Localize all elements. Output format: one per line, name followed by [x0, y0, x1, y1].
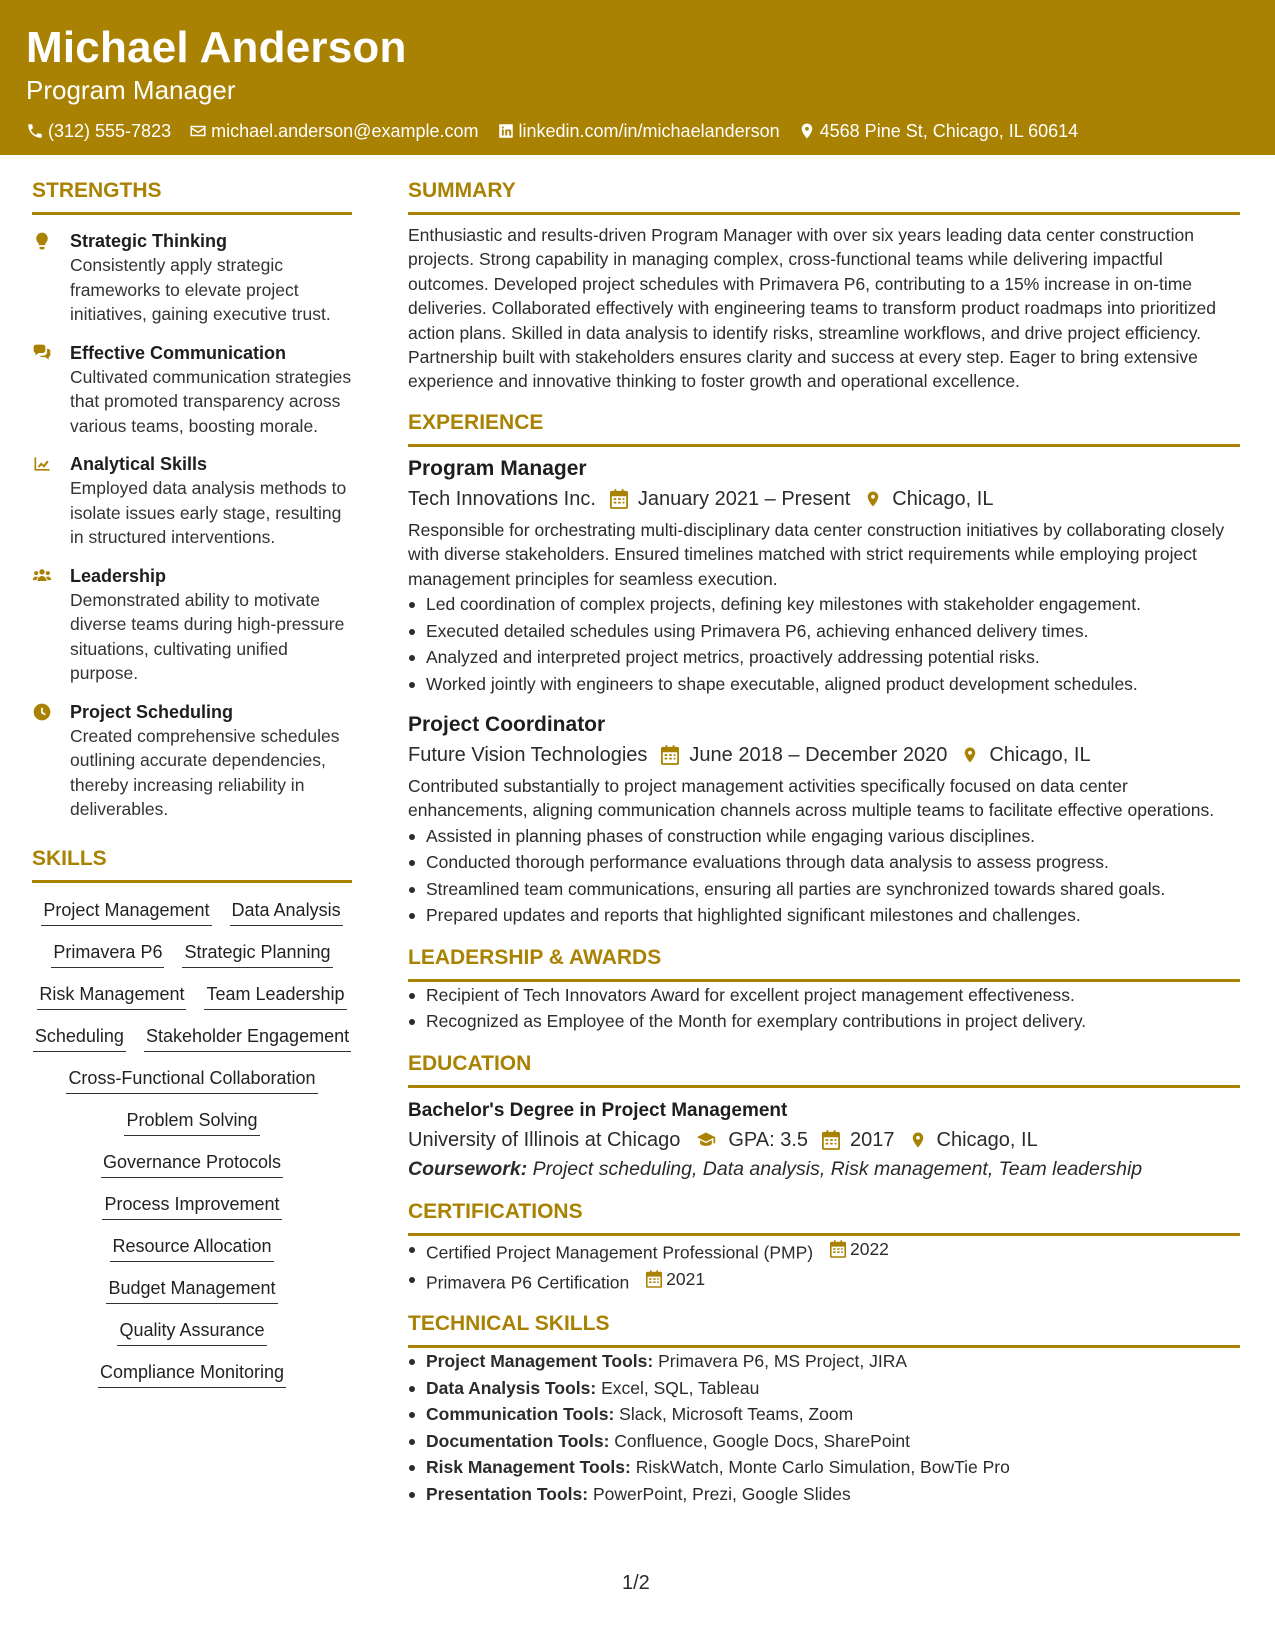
awards-heading: LEADERSHIP & AWARDS	[408, 945, 1240, 982]
technical-skill-label: Data Analysis Tools:	[426, 1377, 597, 1398]
coursework-text: Project scheduling, Data analysis, Risk management, Team leadership	[532, 1157, 1143, 1180]
technical-skill-label: Presentation Tools:	[426, 1483, 589, 1504]
technical-skill-value: Confluence, Google Docs, SharePoint	[614, 1430, 911, 1451]
technical-skill-value: Excel, SQL, Tableau	[601, 1377, 760, 1398]
map-pin-icon	[798, 122, 816, 140]
strength-title: Project Scheduling	[70, 701, 234, 722]
strength-item	[32, 229, 352, 327]
left-column	[32, 178, 352, 1388]
technical-skill-item	[408, 1348, 1240, 1375]
contact-phone[interactable]	[26, 120, 171, 142]
skill-tag: Budget Management	[106, 1275, 277, 1304]
strength-desc: Demonstrated ability to motivate diverse teams during high-pressure situations, cultivating unified purpose.	[70, 589, 345, 683]
job-title: Project Coordinator	[408, 713, 606, 737]
contact-row	[26, 120, 1249, 142]
certification-year: 2022	[849, 1238, 889, 1259]
job-bullet: Analyzed and interpreted project metrics, proactively addressing potential risks.	[408, 644, 1240, 671]
job-meta	[408, 484, 1240, 514]
strength-title: Effective Communication	[70, 342, 287, 363]
technical-skill-value: Slack, Microsoft Teams, Zoom	[619, 1404, 854, 1425]
job-description: Contributed substantially to project management activities specifically focused on data center enhancements, aligning communication channels across multiple teams to facilitate effective operations.	[408, 776, 1215, 821]
strength-title: Analytical Skills	[70, 454, 208, 474]
awards-list	[408, 982, 1240, 1035]
technical-skill-item	[408, 1454, 1240, 1481]
award-item: Recognized as Employee of the Month for exemplary contributions in project delivery.	[408, 1008, 1240, 1035]
education-coursework	[408, 1155, 1240, 1183]
job-dates: June 2018 – December 2020	[689, 744, 948, 767]
map-pin-icon	[909, 1130, 927, 1150]
contact-linkedin[interactable]	[497, 120, 780, 142]
strength-item	[32, 341, 352, 439]
address-text: 4568 Pine St, Chicago, IL 60614	[819, 121, 1079, 141]
technical-skill-item	[408, 1401, 1240, 1428]
map-pin-icon	[864, 489, 882, 509]
skill-tag: Resource Allocation	[110, 1233, 273, 1262]
users-icon	[32, 566, 52, 586]
page-number: 1/2	[622, 1572, 650, 1594]
job-entry	[408, 455, 1240, 697]
skills-list	[32, 897, 352, 1388]
phone-icon	[26, 122, 44, 140]
contact-address	[798, 120, 1079, 142]
map-pin-icon	[961, 745, 979, 765]
job-bullet: Streamlined team communications, ensuring all parties are synchronized towards shared goals.	[408, 876, 1240, 903]
job-entry	[408, 711, 1240, 929]
strength-desc: Employed data analysis methods to isolate issues early stage, resulting in structured interventions.	[70, 478, 347, 547]
resume-header	[0, 0, 1275, 155]
skill-tag: Data Analysis	[230, 897, 343, 926]
technical-skill-value: RiskWatch, Monte Carlo Simulation, BowTie Pro	[635, 1457, 1010, 1478]
candidate-name: Michael Anderson	[26, 23, 407, 72]
certifications-list	[408, 1236, 1240, 1296]
certification-item	[408, 1266, 1240, 1296]
technical-skill-item	[408, 1481, 1240, 1508]
strength-desc: Created comprehensive schedules outlining accurate dependencies, thereby increasing reliability in deliverables.	[70, 725, 340, 819]
skill-tag: Team Leadership	[204, 981, 346, 1010]
job-title: Program Manager	[408, 456, 587, 480]
certification-name: Primavera P6 Certification	[426, 1271, 630, 1292]
skill-tag: Project Management	[41, 897, 211, 926]
certification-item	[408, 1236, 1240, 1266]
education-degree: Bachelor's Degree in Project Management	[408, 1099, 788, 1121]
job-location: Chicago, IL	[892, 487, 994, 510]
job-description: Responsible for orchestrating multi-disciplinary data center construction initiatives by collaborating closely with diverse stakeholders. Ensured timelines matched with strict requirements while employing project management principles for seamless execution.	[408, 519, 1225, 589]
comments-icon	[32, 343, 52, 363]
job-bullet: Assisted in planning phases of construction while engaging various disciplines.	[408, 823, 1240, 850]
job-company: Tech Innovations Inc.	[408, 487, 596, 510]
linkedin-icon	[497, 122, 515, 140]
job-dates: January 2021 – Present	[637, 487, 851, 510]
strength-title: Strategic Thinking	[70, 231, 228, 251]
technical-skill-value: Primavera P6, MS Project, JIRA	[658, 1351, 908, 1372]
job-meta	[408, 740, 1240, 770]
job-bullets	[408, 823, 1240, 929]
strength-desc: Consistently apply strategic frameworks to elevate project initiatives, gaining executive trust.	[70, 255, 331, 324]
award-item: Recipient of Tech Innovators Award for excellent project management effectiveness.	[408, 982, 1240, 1009]
job-bullet: Prepared updates and reports that highlighted significant milestones and challenges.	[408, 902, 1240, 929]
skill-tag: Quality Assurance	[117, 1317, 266, 1346]
calendar-icon	[830, 1240, 846, 1258]
calendar-icon	[822, 1130, 840, 1150]
email-text: michael.anderson@example.com	[211, 121, 479, 141]
education-school: University of Illinois at Chicago	[408, 1128, 681, 1151]
job-bullet: Worked jointly with engineers to shape executable, aligned product development schedules.	[408, 671, 1240, 698]
skill-tag: Risk Management	[37, 981, 186, 1010]
certification-name: Certified Project Management Professional (PMP)	[426, 1242, 814, 1263]
job-bullets	[408, 591, 1240, 697]
job-location: Chicago, IL	[989, 744, 1091, 767]
linkedin-text: linkedin.com/in/michaelanderson	[518, 121, 780, 141]
education-meta	[408, 1125, 1240, 1155]
coursework-label: Coursework:	[408, 1157, 528, 1180]
technical-skill-label: Project Management Tools:	[426, 1351, 654, 1372]
technical-skill-label: Documentation Tools:	[426, 1430, 610, 1451]
job-bullet: Conducted thorough performance evaluations through data analysis to assess progress.	[408, 849, 1240, 876]
skill-tag: Stakeholder Engagement	[144, 1023, 351, 1052]
strengths-heading: STRENGTHS	[32, 178, 352, 215]
skill-tag: Cross-Functional Collaboration	[66, 1065, 317, 1094]
skill-tag: Process Improvement	[102, 1191, 281, 1220]
skills-heading: SKILLS	[32, 846, 352, 883]
candidate-role: Program Manager	[26, 75, 236, 105]
technical-skill-value: PowerPoint, Prezi, Google Slides	[592, 1483, 851, 1504]
phone-text: (312) 555-7823	[48, 121, 172, 141]
skill-tag: Compliance Monitoring	[98, 1359, 286, 1388]
technical-skill-label: Risk Management Tools:	[426, 1457, 631, 1478]
technical-skills-list	[408, 1348, 1240, 1507]
education-gpa: GPA: 3.5	[728, 1128, 809, 1151]
job-company: Future Vision Technologies	[408, 744, 648, 767]
calendar-icon	[646, 1270, 662, 1288]
job-bullet: Executed detailed schedules using Primavera P6, achieving enhanced delivery times.	[408, 618, 1240, 645]
contact-email[interactable]	[189, 120, 478, 142]
summary-heading: SUMMARY	[408, 178, 1240, 215]
skill-tag: Problem Solving	[124, 1107, 259, 1136]
right-column	[408, 178, 1240, 1507]
experience-heading: EXPERIENCE	[408, 410, 1240, 447]
strength-item	[32, 564, 352, 686]
technical-skills-heading: TECHNICAL SKILLS	[408, 1311, 1240, 1348]
technical-skill-label: Communication Tools:	[426, 1404, 615, 1425]
skill-tag: Scheduling	[33, 1023, 126, 1052]
education-location: Chicago, IL	[936, 1128, 1038, 1151]
clock-icon	[32, 702, 52, 722]
chart-line-icon	[32, 454, 52, 474]
certification-year: 2021	[666, 1268, 706, 1289]
lightbulb-icon	[32, 231, 52, 251]
calendar-icon	[661, 745, 679, 765]
strength-title: Leadership	[70, 565, 167, 586]
strengths-list	[32, 229, 352, 822]
skill-tag: Governance Protocols	[101, 1149, 283, 1178]
technical-skill-item	[408, 1428, 1240, 1455]
certifications-heading: CERTIFICATIONS	[408, 1199, 1240, 1236]
education-year: 2017	[850, 1128, 895, 1151]
graduation-cap-icon	[694, 1130, 718, 1150]
calendar-icon	[610, 489, 628, 509]
summary-text: Enthusiastic and results-driven Program Manager with over six years leading data center construction projects. Strong capability in managing complex, cross-functional teams while delivering impactful outcomes. Developed project schedules with Primavera P6, contributing to a 15% increase in on-time deliveries. Collaborated effectively with engineering teams to transform product roadmaps into prioritized action plans. Skilled in data analysis to identify risks, streamline workflows, and drive project efficiency. Partnership built with stakeholders ensures clarity and success at every step. Eager to bring extensive experience and innovative thinking to foster growth and operational excellence.	[408, 225, 1216, 392]
envelope-icon	[189, 122, 207, 140]
skill-tag: Primavera P6	[51, 939, 164, 968]
strength-desc: Cultivated communication strategies that promoted transparency across various teams, boosting morale.	[70, 366, 352, 436]
job-bullet: Led coordination of complex projects, defining key milestones with stakeholder engagement.	[408, 591, 1240, 618]
strength-item	[32, 700, 352, 822]
technical-skill-item	[408, 1375, 1240, 1402]
education-heading: EDUCATION	[408, 1051, 1240, 1088]
strength-item	[32, 452, 352, 550]
skill-tag: Strategic Planning	[182, 939, 332, 968]
